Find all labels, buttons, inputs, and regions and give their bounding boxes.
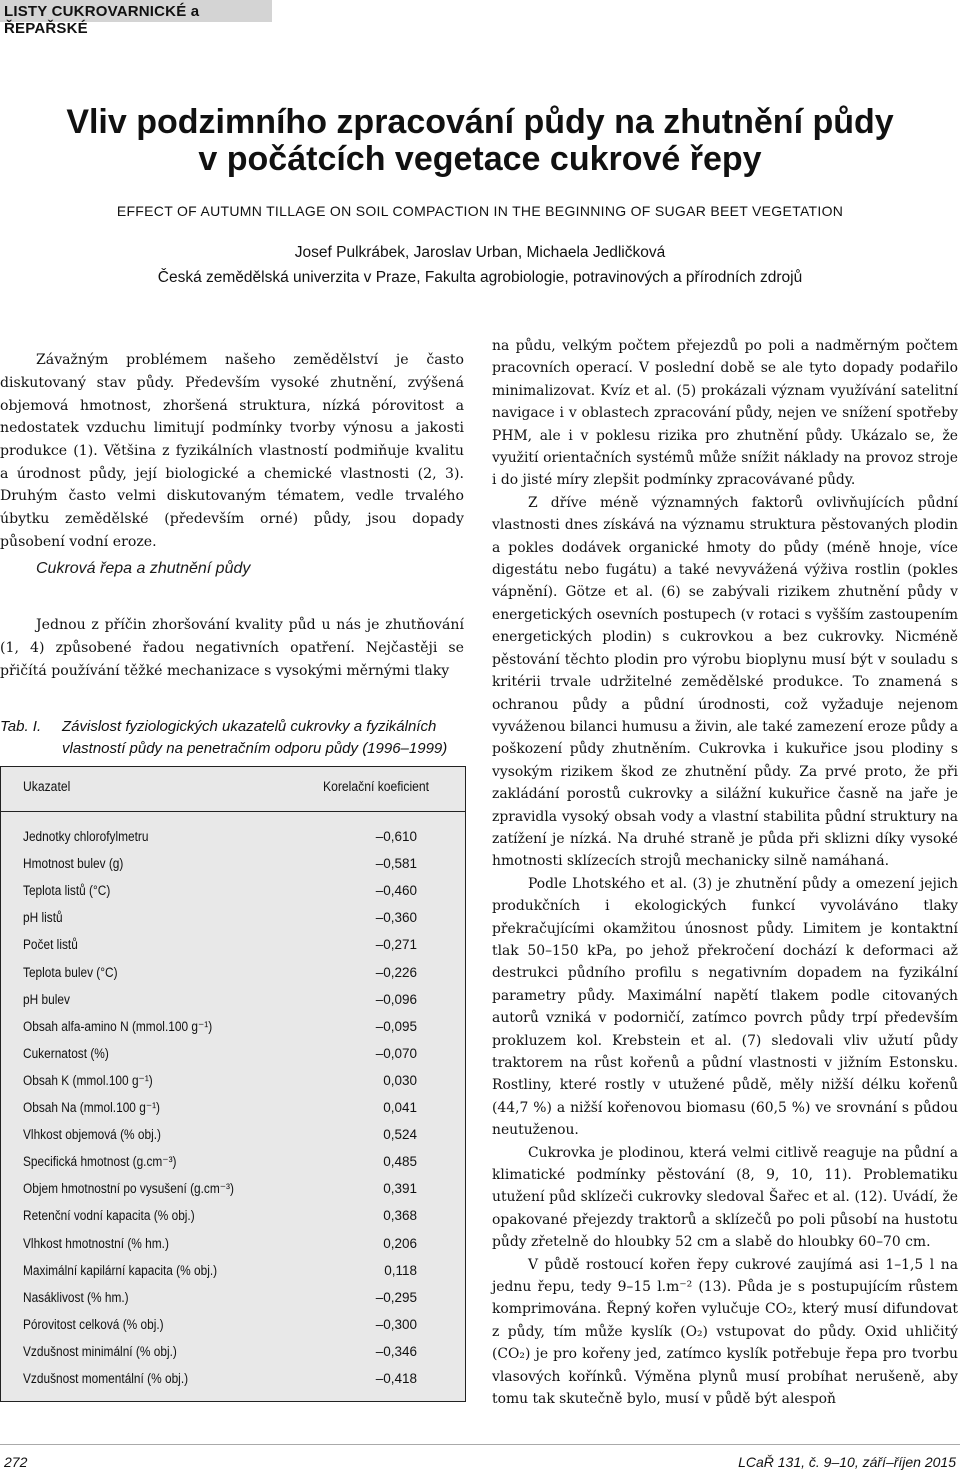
row-indicator: Teplota bulev (°C) — [23, 964, 118, 980]
right-paragraph-3: Podle Lhotského et al. (3) je zhutnění půdy a omezení jejich produkčních i ekologických funkcí vyvoláváno tlaky překračujícími okamžitou únosnost půdy. Limitem je kontaktní tlak 50–150 kPa, po jehož překročení dochází k deformaci až destrukci půdního profilu s negativním dopadem na fyzikální parametry půdy. Maximální napětí tlakem podle citovaných autorů vzniká v podorničí, zatímco povrch půdy trpí především prokluzem kol. Krebstein et al. (7) sledovali vliv užutí půdy traktorem na růst kořenů a půdní vlastnosti v jižním Estonsku. Rostliny, které rostly v utužené půdě, měly nižší délku kořenů (44,7 %) a nižší kořenovou biomasu (60,5 %) ve srovnání s půdou neutuženou. — [492, 875, 958, 1139]
row-coefficient: 0,206 — [383, 1235, 417, 1251]
journal-citation: LCaŘ 131, č. 9–10, září–říjen 2015 — [738, 1454, 956, 1470]
table-row — [23, 1096, 443, 1123]
author-block — [0, 240, 960, 290]
row-indicator: Jednotky chlorofylmetru — [23, 829, 149, 844]
authors: Josef Pulkrábek, Jaroslav Urban, Michaela Jedličková — [294, 244, 666, 261]
table-row — [23, 1015, 443, 1042]
table-label: Tab. I. — [0, 718, 42, 735]
section-paragraph: Jednou z příčin zhoršování kvality půd u nás je zhutňování (1, 4) způsobené řadou negativních opatření. Nejčastěji se přičítá používání těžké mechanizace s vysokými měrnými tlaky — [0, 617, 464, 679]
article-title — [0, 104, 960, 178]
table-row — [23, 1204, 443, 1231]
right-paragraph-1: na půdu, velkým počtem přejezdů po poli a nadměrným počtem pracovních operací. V poslední době se ale tyto dopady podařilo minimalizovat. Kvíz et al. (5) prokázali význam využívání satelitní navigace i v oblastech zpracování půdy, nejen ve snížení spotřeby PHM, ale i v poklesu rizika pro zhutnění půdy. Ukázalo se, že využití orientačních systémů může snížit náklady na provoz stroje i do jisté míry zlepšit podmínky zpracovávané půdy. — [492, 338, 958, 489]
row-coefficient: 0,391 — [383, 1181, 417, 1197]
row-indicator: Nasáklivost (% hm.) — [23, 1289, 129, 1305]
row-indicator: Vlhkost hmotnostní (% hm.) — [23, 1235, 169, 1251]
affiliation: Česká zemědělská univerzita v Praze, Fakulta agrobiologie, potravinových a přírodních zdrojů — [157, 269, 803, 286]
row-coefficient: –0,418 — [375, 1371, 417, 1386]
row-coefficient: –0,271 — [375, 937, 417, 953]
row-coefficient: –0,581 — [375, 856, 417, 872]
row-indicator: Počet listů — [23, 937, 78, 953]
table-row — [23, 1042, 443, 1069]
row-indicator: Retenční vodní kapacita (% obj.) — [23, 1208, 195, 1224]
right-paragraph-4: Cukrovka je plodinou, která velmi citlivě reaguje na půdní a klimatické podmínky pěstování (8, 9, 10, 11). Problematiku utužení půd sklízeči cukrovky sledoval Šařec et al. (12). Uvádí, že opakované přejezdy traktorů a sklízečů po poli působí na hustotu půdy zřetelně do hloubky 52 cm a slabě do hloubky 60–70 cm. — [492, 1144, 958, 1251]
footer-rule — [0, 1444, 960, 1445]
table-row — [23, 1340, 443, 1367]
row-indicator: Objem hmotnostní po vysušení (g.cm⁻³) — [23, 1181, 234, 1197]
row-coefficient: –0,360 — [375, 910, 417, 926]
table-row — [23, 906, 443, 933]
row-coefficient: –0,300 — [375, 1316, 417, 1332]
row-indicator: Pórovitost celková (% obj.) — [23, 1316, 164, 1332]
english-title: EFFECT OF AUTUMN TILLAGE ON SOIL COMPACTION IN THE BEGINNING OF SUGAR BEET VEGETATION — [116, 203, 844, 219]
table-row — [23, 879, 443, 906]
correlation-table — [0, 766, 466, 1402]
row-coefficient: –0,610 — [375, 829, 417, 844]
row-coefficient: –0,096 — [375, 991, 417, 1007]
intro-paragraph: Závažným problémem našeho zemědělství je často diskutovaný stav půdy. Především vysoké zhutnění, zvýšená objemová hmotnost, zhoršená struktura, nízká pórovitost a nedostatek vzduchu limitují podmínky tvorby výnosu a jakosti produkce (1). Většina z fyzikálních vlastností podmiňuje kvalitu a úrodnost půdy, její biologické a chemické vlastnosti (2, 3). Druhým často velmi diskutovaným tématem, vedle trvalého úbytku zemědělské (především orné) půdy, jsou dopady působení vodní eroze. — [0, 352, 464, 550]
table-row — [23, 961, 443, 988]
row-indicator: Specifická hmotnost (g.cm⁻³) — [23, 1154, 177, 1170]
table-row — [23, 852, 443, 879]
row-indicator: Cukernatost (%) — [23, 1045, 109, 1061]
row-coefficient: 0,368 — [383, 1208, 417, 1224]
table-header-coefficient: Korelační koeficient — [323, 779, 430, 794]
row-coefficient: –0,226 — [375, 964, 417, 980]
row-indicator: pH bulev — [23, 991, 70, 1007]
table-row — [23, 1177, 443, 1204]
right-paragraph-5: V půdě rostoucí kořen řepy cukrové zaujímá asi 1–1,5 l na jednu řepu, tedy 9–15 l.m⁻² (13). Půda je s postupujícím růstem komprimována. Řepný kořen vylučuje CO₂, který musí difundovat z půdy, tím může kyslík (O₂) vstupovat do půdy. Oxid uhličitý (CO₂) je pro kořeny jed, zatímco kyslík potřebuje řepa pro tvorbu vlasových kořínků. Výměna plynů musí probíhat nerušeně, aby tomu tak skutečně bylo, musí v půdě být alespoň — [492, 1256, 958, 1408]
row-coefficient: –0,070 — [375, 1045, 417, 1061]
row-indicator: Maximální kapilární kapacita (% obj.) — [23, 1262, 218, 1278]
row-indicator: pH listů — [23, 910, 63, 926]
table-row — [23, 1259, 443, 1286]
journal-header-bar — [0, 0, 272, 37]
page-number: 272 — [4, 1454, 28, 1470]
table-header-rule — [1, 811, 465, 812]
row-indicator: Vzdušnost minimální (% obj.) — [23, 1343, 177, 1359]
row-coefficient: 0,524 — [383, 1127, 417, 1143]
row-indicator: Teplota listů (°C) — [23, 883, 111, 899]
row-indicator: Obsah Na (mmol.100 g⁻¹) — [23, 1100, 161, 1115]
title-line-2: v počátcích vegetace cukrové řepy — [198, 140, 762, 178]
row-coefficient: –0,460 — [375, 883, 417, 899]
right-paragraph-2: Z dříve méně významných faktorů ovlivňujících půdní vlastnosti dnes získává na významu struktura pěstovaných plodin a pokles dodávek organické hmoty do půdy (méně hnoje, více digestátu nebo fugátu) a také nevyvážená výživa rostlin (pokles vápnění). Götze et al. (6) se zabývali rizikem zhutnění půdy v energetických osevních postupech (v rotaci s vyšším zastoupením energetických plodin) s cukrovkou a bez cukrovky. Nicméně pěstování těchto plodin pro výrobu bioplynu musí být v souladu s kritérii trvale udržitelné zemědělské produkce. To znamená s ochranou půdy a půdní úrodnosti, což vyžaduje nejenom vyváženou bilanci humusu a živin, ale také zamezení eroze půdy a poškození půdy zhutněním. Cukrovka i kukuřice jsou plodiny s vysokým rizikem škod ze zhutnění půdy. Za prvé proto, že při zakládání porostů cukrovky a silážní kukuřice časně na jaře je zpravidla vysoký obsah vody a vlastní stabilita půdní struktury na zatížení je nízká. Na druhé straně je půda při sklizni díky vysoké hmotnosti sklízecích strojů mechanicky silně namáhaná. — [492, 494, 958, 870]
table-row — [23, 933, 443, 960]
row-coefficient: 0,485 — [383, 1154, 417, 1170]
table-row — [23, 988, 443, 1015]
row-indicator: Obsah alfa-amino N (mmol.100 g⁻¹) — [23, 1018, 213, 1034]
row-indicator: Hmotnost bulev (g) — [23, 856, 124, 872]
right-column — [492, 335, 958, 1411]
table-caption-text: Závislost fyziologických ukazatelů cukrovky a fyzikálních vlastností půdy na penetračním odporu půdy (1996–1999) — [62, 718, 448, 757]
table-header-indicator: Ukazatel — [23, 779, 71, 794]
row-coefficient: 0,041 — [383, 1100, 417, 1115]
table-row — [23, 1123, 443, 1150]
row-coefficient: 0,118 — [384, 1262, 417, 1278]
table-row — [23, 1069, 443, 1096]
table-row — [23, 1286, 443, 1313]
row-coefficient: –0,095 — [375, 1018, 417, 1034]
journal-label: LISTY CUKROVARNICKÉ a ŘEPAŘSKÉ — [4, 3, 200, 37]
row-indicator: Vzdušnost momentální (% obj.) — [23, 1371, 189, 1386]
table-row — [23, 1313, 443, 1340]
row-indicator: Vlhkost objemová (% obj.) — [23, 1127, 162, 1143]
row-indicator: Obsah K (mmol.100 g⁻¹) — [23, 1072, 153, 1088]
table-row — [23, 1367, 443, 1394]
title-line-1: Vliv podzimního zpracování půdy na zhutnění půdy — [66, 103, 894, 141]
row-coefficient: –0,295 — [375, 1289, 417, 1305]
table-row — [23, 1232, 443, 1259]
row-coefficient: 0,030 — [383, 1072, 417, 1088]
table-row — [23, 825, 443, 852]
table-row — [23, 1150, 443, 1177]
section-heading: Cukrová řepa a zhutnění půdy — [36, 560, 251, 577]
row-coefficient: –0,346 — [375, 1343, 417, 1359]
